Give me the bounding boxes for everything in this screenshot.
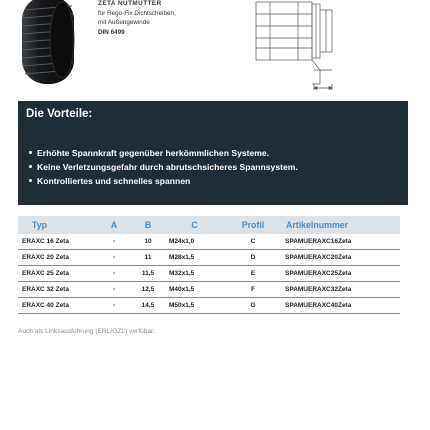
table-row — [18, 234, 400, 250]
column-header-a: A — [99, 216, 129, 234]
cell-a: - — [99, 250, 129, 266]
cell-a: - — [99, 234, 129, 250]
table-row — [18, 250, 400, 266]
cell-typ: ERAXC 40 Zeta — [18, 298, 99, 314]
cell-profil: F — [222, 282, 284, 298]
description-line: für Rego-Fix Dichtscheiben, — [98, 9, 176, 17]
cell-a: - — [99, 266, 129, 282]
cell-a: - — [99, 282, 129, 298]
cell-typ: ERAXC 25 Zeta — [18, 266, 99, 282]
advantage-text: Erhöhte Spannkraft gegenüber herkömmlichen Systeme. — [37, 148, 270, 158]
product-header — [0, 0, 430, 92]
cell-b: 10 — [129, 234, 167, 250]
cell-profil: E — [222, 266, 284, 282]
advantage-item — [26, 160, 298, 174]
column-header-c: C — [167, 216, 222, 234]
advantage-item — [26, 146, 298, 160]
table-header-row — [18, 216, 400, 234]
cell-artikelnummer: SPAMUERAXC25Zeta — [284, 266, 400, 282]
advantage-item — [26, 174, 298, 188]
description-line: mit Außengewinde — [98, 19, 150, 27]
cell-typ: ERAXC 16 Zeta — [18, 234, 99, 250]
cell-profil: D — [222, 250, 284, 266]
cell-artikelnummer: SPAMUERAXC20Zeta — [284, 250, 400, 266]
cell-artikelnummer: SPAMUERAXC16Zeta — [284, 234, 400, 250]
bullet-icon — [29, 151, 32, 154]
bullet-icon — [29, 165, 32, 168]
din-standard: DIN 6499 — [98, 28, 125, 36]
specs-table — [18, 216, 400, 314]
product-description — [98, 0, 176, 37]
cell-c: M28x1,5 — [167, 250, 222, 266]
cell-typ: ERAXC 20 Zeta — [18, 250, 99, 266]
cell-artikelnummer: SPAMUERAXC32Zeta — [284, 282, 400, 298]
advantage-text: Keine Verletzungsgefahr durch abrutschsicheres Spannsystem. — [37, 162, 298, 172]
table-row — [18, 282, 400, 298]
cell-c: M24x1,0 — [167, 234, 222, 250]
cell-b: 14,5 — [129, 298, 167, 314]
footnote: Auch als Linksausführung (ERL/OZL) verfübar. — [18, 328, 155, 335]
advantage-text: Kontrolliertes und schnelles spannen — [37, 176, 191, 186]
cell-profil: G — [222, 298, 284, 314]
table-row — [18, 266, 400, 282]
cell-b: 12,5 — [129, 282, 167, 298]
advantages-list — [26, 146, 298, 188]
cell-a: - — [99, 298, 129, 314]
column-header-artikelnummer: Artikelnummer — [284, 216, 400, 234]
nut-image — [18, 0, 82, 88]
cell-b: 11 — [129, 250, 167, 266]
cell-b: 11,5 — [129, 266, 167, 282]
advantages-title: Die Vorteile: — [26, 108, 93, 120]
cell-c: M40x1,5 — [167, 282, 222, 298]
table-row — [18, 298, 400, 314]
column-header-profil: Profil — [222, 216, 284, 234]
cell-artikelnummer: SPAMUERAXC40Zeta — [284, 298, 400, 314]
collet-drawing — [250, 0, 350, 92]
column-header-typ: Typ — [18, 216, 99, 234]
cell-profil: C — [222, 234, 284, 250]
product-heading: ZETA NUTMUTTER — [98, 0, 162, 7]
cell-typ: ERAXC 32 Zeta — [18, 282, 99, 298]
cell-c: M32x1,5 — [167, 266, 222, 282]
advantages-panel — [18, 101, 408, 205]
column-header-b: B — [129, 216, 167, 234]
cell-c: M50x1,5 — [167, 298, 222, 314]
bullet-icon — [29, 179, 32, 182]
